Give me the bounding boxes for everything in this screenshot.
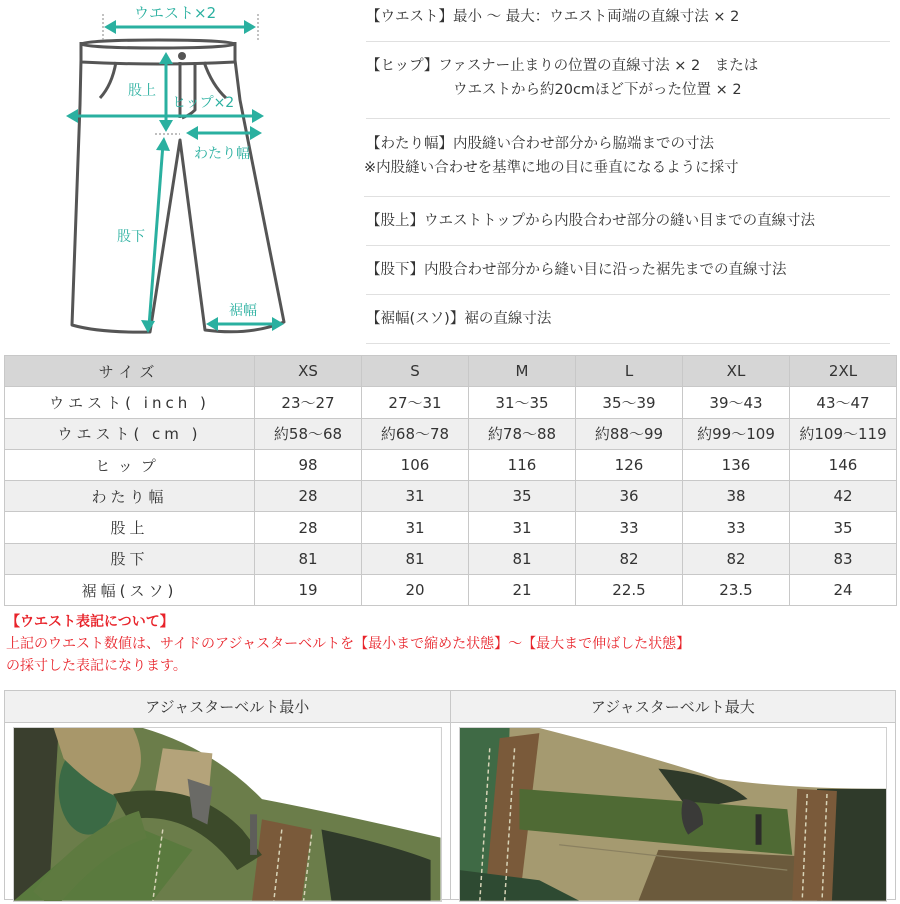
table-cell: 82 — [683, 543, 790, 574]
adjuster-min-photo — [13, 727, 442, 902]
table-cell: 約99～109 — [683, 418, 790, 449]
table-row — [5, 418, 897, 449]
table-cell: 81 — [255, 543, 362, 574]
table-cell: 約88～99 — [576, 418, 683, 449]
table-row — [5, 449, 897, 480]
table-cell: 81 — [362, 543, 469, 574]
table-cell: 36 — [576, 481, 683, 512]
table-cell: 33 — [683, 512, 790, 543]
size-chart-table — [4, 355, 897, 606]
table-cell: 31～35 — [469, 387, 576, 418]
adjuster-max-photo — [459, 727, 888, 902]
table-cell: 24 — [790, 575, 897, 606]
notice-line: 上記のウエスト数値は、サイドのアジャスターベルトを【最小まで縮めた状態】～【最大まで伸ばした状態】 — [6, 636, 691, 652]
table-cell: 約109～119 — [790, 418, 897, 449]
table-row — [5, 387, 897, 418]
row-label-thigh: わたり幅 — [5, 481, 255, 512]
table-cell: 21 — [469, 575, 576, 606]
table-cell: 35 — [790, 512, 897, 543]
table-cell: 28 — [255, 512, 362, 543]
table-cell: 33 — [576, 512, 683, 543]
table-cell: 106 — [362, 449, 469, 480]
pants-outline-icon — [60, 0, 300, 350]
note-thigh: 【わたり幅】内股縫い合わせ部分から脇端までの寸法 ※内股縫い合わせを基準に地の目に垂直になるように採寸 — [364, 119, 890, 197]
table-cell: 146 — [790, 449, 897, 480]
header-xl: XL — [683, 356, 790, 387]
row-label-inseam: 股下 — [5, 543, 255, 574]
header-l: L — [576, 356, 683, 387]
hip-label: ヒップ×2 — [172, 95, 235, 111]
measurement-notes — [366, 0, 890, 344]
table-row — [5, 512, 897, 543]
table-cell: 31 — [362, 512, 469, 543]
table-cell: 20 — [362, 575, 469, 606]
table-cell: 27～31 — [362, 387, 469, 418]
table-cell: 22.5 — [576, 575, 683, 606]
row-label-hem: 裾幅(スソ) — [5, 575, 255, 606]
table-row — [5, 575, 897, 606]
table-cell: 126 — [576, 449, 683, 480]
table-cell: 43～47 — [790, 387, 897, 418]
table-cell: 31 — [469, 512, 576, 543]
table-cell: 136 — [683, 449, 790, 480]
note-inseam: 【股下】内股合わせ部分から縫い目に沿った裾先までの直線寸法 — [366, 246, 890, 295]
table-cell: 35～39 — [576, 387, 683, 418]
table-cell: 42 — [790, 481, 897, 512]
pants-measurement-diagram — [60, 0, 300, 350]
thigh-label: わたり幅 — [194, 146, 250, 162]
table-cell: 28 — [255, 481, 362, 512]
photo-column-max — [451, 690, 897, 900]
hem-label: 裾幅 — [229, 303, 257, 319]
table-cell: 約68～78 — [362, 418, 469, 449]
note-waist: 【ウエスト】最小 ～ 最大：ウエスト両端の直線寸法 × 2 — [366, 0, 890, 42]
table-cell: 82 — [576, 543, 683, 574]
photo-caption-min: アジャスターベルト最小 — [5, 691, 450, 723]
table-row — [5, 543, 897, 574]
row-label-waist-inch: ウエスト( inch ) — [5, 387, 255, 418]
note-rise: 【股上】ウエストトップから内股合わせ部分の縫い目までの直線寸法 — [366, 197, 890, 246]
table-cell: 約78～88 — [469, 418, 576, 449]
photo-column-min — [4, 690, 451, 900]
adjuster-photos — [4, 690, 896, 900]
photo-caption-max: アジャスターベルト最大 — [451, 691, 896, 723]
table-cell: 116 — [469, 449, 576, 480]
row-label-waist-cm: ウエスト( cm ) — [5, 418, 255, 449]
header-size: サイズ — [5, 356, 255, 387]
table-cell: 39～43 — [683, 387, 790, 418]
waist-notation-notice — [6, 611, 690, 677]
table-cell: 81 — [469, 543, 576, 574]
table-cell: 35 — [469, 481, 576, 512]
header-s: S — [362, 356, 469, 387]
row-label-rise: 股上 — [5, 512, 255, 543]
note-hip: 【ヒップ】ファスナー止まりの位置の直線寸法 × 2 または ウエストから約20cmほど下がった位置 × 2 — [366, 42, 890, 119]
table-cell: 23～27 — [255, 387, 362, 418]
table-row — [5, 481, 897, 512]
table-cell: 38 — [683, 481, 790, 512]
header-2xl: 2XL — [790, 356, 897, 387]
header-xs: XS — [255, 356, 362, 387]
table-cell: 98 — [255, 449, 362, 480]
inseam-label: 股下 — [117, 229, 145, 245]
waist-label: ウエスト×2 — [134, 4, 217, 22]
note-hem: 【裾幅(スソ)】裾の直線寸法 — [366, 295, 890, 344]
header-m: M — [469, 356, 576, 387]
table-cell: 31 — [362, 481, 469, 512]
table-cell: 約58～68 — [255, 418, 362, 449]
table-cell: 19 — [255, 575, 362, 606]
rise-label: 股上 — [128, 83, 156, 99]
table-header-row — [5, 356, 897, 387]
table-cell: 23.5 — [683, 575, 790, 606]
row-label-hip: ヒップ — [5, 449, 255, 480]
table-cell: 83 — [790, 543, 897, 574]
notice-line: の採寸した表記になります。 — [6, 658, 187, 674]
notice-title: 【ウエスト表記について】 — [6, 614, 174, 630]
